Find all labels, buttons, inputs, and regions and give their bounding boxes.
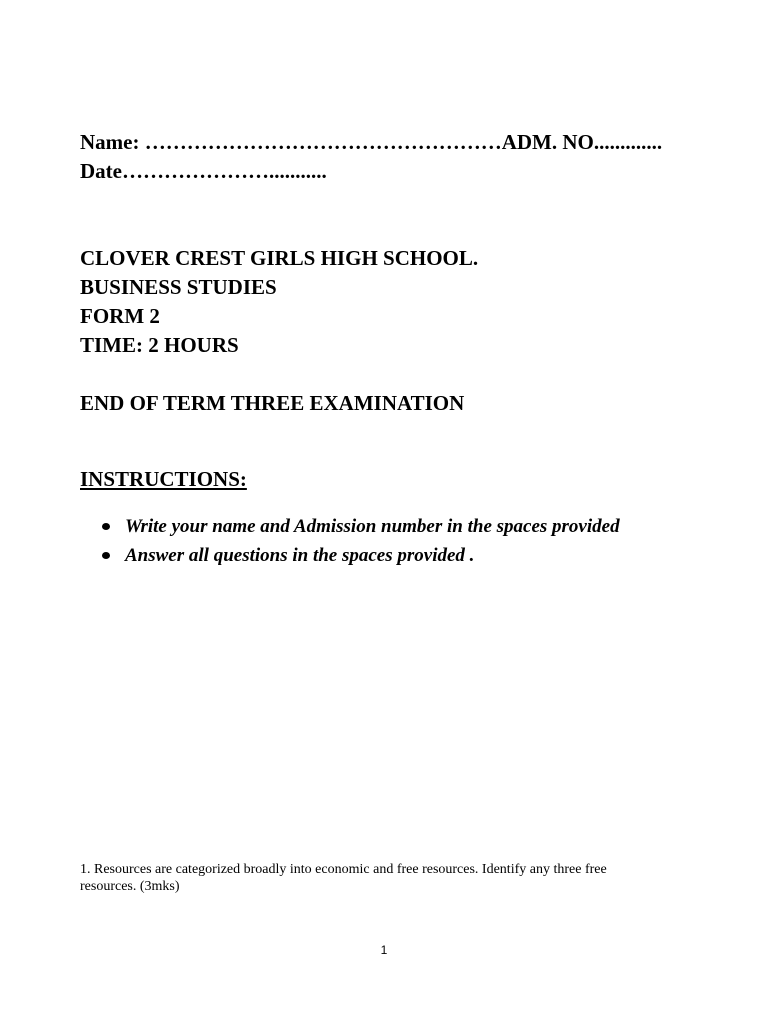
date-line: Date…………………........... (80, 159, 327, 183)
instructions-list (102, 512, 620, 570)
subject-name: BUSINESS STUDIES (80, 275, 277, 299)
school-name: CLOVER CREST GIRLS HIGH SCHOOL. (80, 246, 479, 270)
instruction-item (102, 541, 620, 570)
instruction-item (102, 512, 620, 541)
bullet-icon (102, 552, 110, 559)
form-level: FORM 2 (80, 304, 160, 328)
question-1: 1. Resources are categorized broadly into economic and free resources. Identify any three free resources. (3mks) (80, 862, 607, 894)
name-adm-line: Name: ……………………………………………ADM. NO............. (80, 130, 663, 154)
exam-duration: TIME: 2 HOURS (80, 333, 239, 357)
exam-title: END OF TERM THREE EXAMINATION (80, 391, 465, 415)
bullet-icon (102, 523, 110, 530)
instructions-heading: INSTRUCTIONS: (80, 467, 247, 491)
instruction-text: Answer all questions in the spaces provided . (125, 545, 475, 566)
instruction-text: Write your name and Admission number in the spaces provided (125, 516, 620, 537)
page-number: 1 (380, 943, 388, 957)
